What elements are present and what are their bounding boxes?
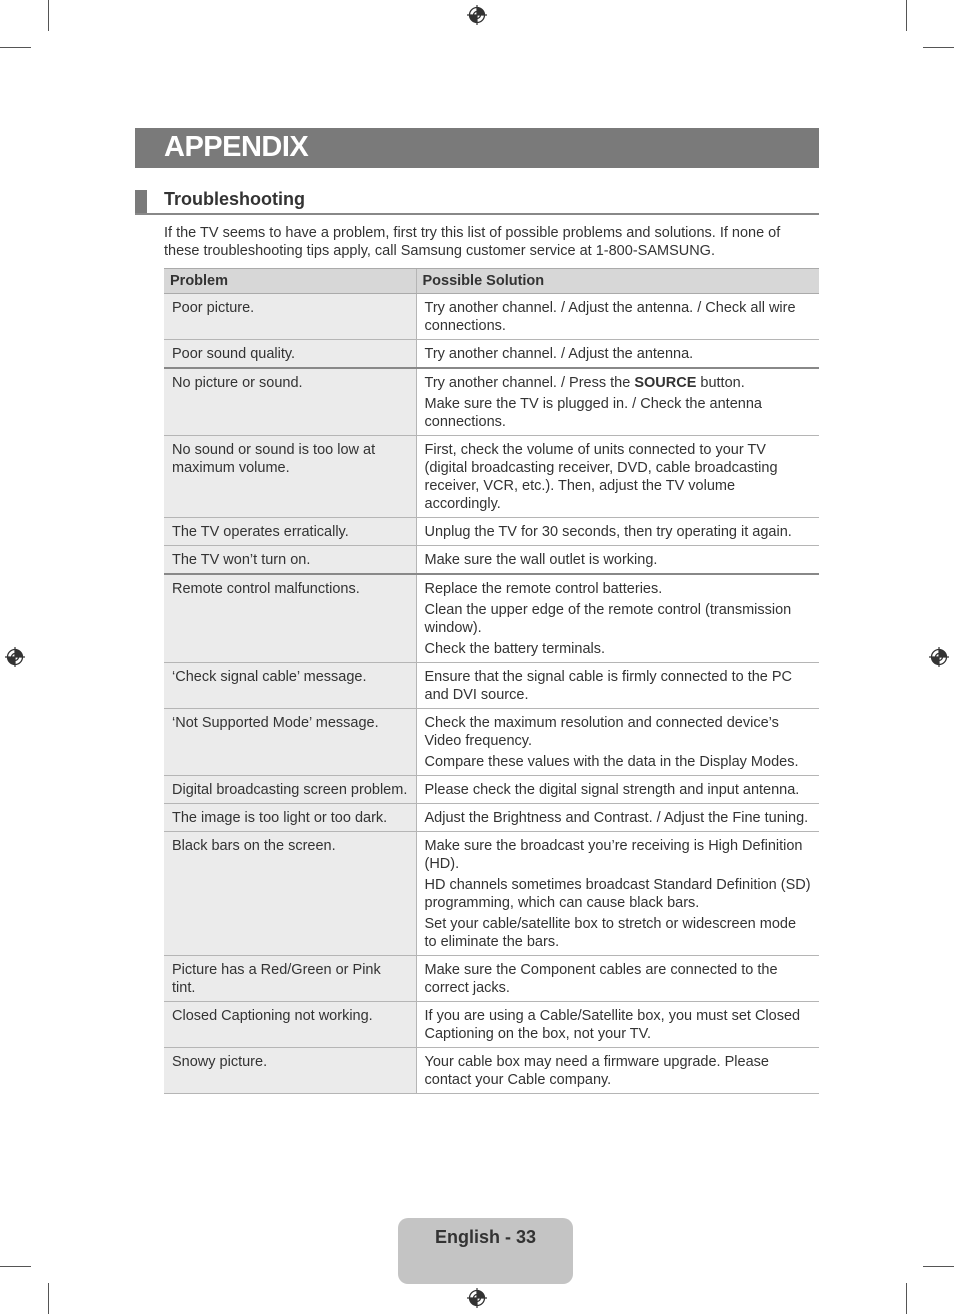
problem-cell: ‘Not Supported Mode’ message. [164,709,416,776]
troubleshooting-table [164,268,819,1094]
solution-line: Try another channel. / Adjust the antenna. / Check all wire connections. [424,300,796,334]
solution-line: Try another channel. / Press the SOURCE button. [424,375,745,391]
problem-cell: Closed Captioning not working. [164,1002,416,1048]
table-row [164,709,819,776]
table-row [164,804,819,832]
solution-cell [416,294,819,340]
problem-cell: No sound or sound is too low at maximum volume. [164,436,416,518]
solution-cell [416,804,819,832]
problem-cell: ‘Check signal cable’ message. [164,663,416,709]
problem-cell: Black bars on the screen. [164,832,416,956]
solution-cell [416,340,819,369]
table-row [164,546,819,575]
table-row [164,1048,819,1094]
solution-line: Compare these values with the data in the Display Modes. [424,754,799,770]
solution-line: Make sure the wall outlet is working. [424,552,658,568]
table-header-row [164,269,819,294]
problem-cell: No picture or sound. [164,368,416,436]
solution-line: Ensure that the signal cable is firmly connected to the PC and DVI source. [424,669,793,703]
problem-cell: Snowy picture. [164,1048,416,1094]
solution-line: Make sure the Component cables are connected to the correct jacks. [424,962,778,996]
section-title: Troubleshooting [164,189,305,209]
solution-line: Please check the digital signal strength and input antenna. [424,782,800,798]
solution-line: Check the battery terminals. [424,641,606,657]
solution-cell [416,368,819,436]
solution-cell [416,832,819,956]
table-row [164,1002,819,1048]
section-divider [135,213,819,215]
column-header-problem: Problem [164,269,416,294]
solution-cell [416,574,819,663]
crop-mark [48,0,49,31]
crop-mark [923,1266,954,1267]
registration-mark-icon [929,647,949,667]
solution-line: Unplug the TV for 30 seconds, then try operating it again. [424,524,792,540]
table-row [164,574,819,663]
solution-line: Your cable box may need a firmware upgrade. Please contact your Cable company. [424,1054,769,1088]
solution-line: Replace the remote control batteries. [424,581,663,597]
solution-line: Clean the upper edge of the remote control (transmission window). [424,602,792,636]
appendix-banner [135,128,819,168]
page-number-tab [398,1218,573,1284]
registration-mark-icon [5,647,25,667]
problem-cell: The TV operates erratically. [164,518,416,546]
problem-cell: Remote control malfunctions. [164,574,416,663]
solution-line: First, check the volume of units connected to your TV (digital broadcasting receiver, DVD, cable broadcasting receiver, VCR, etc.). Then, adjust the TV volume accordingly. [424,442,778,512]
solution-cell [416,956,819,1002]
intro-paragraph: If the TV seems to have a problem, first try this list of possible problems and solutions. If none of these troubleshooting tips apply, call Samsung customer service at 1-800-SAMSUNG. [164,225,781,259]
solution-line: Try another channel. / Adjust the antenna. [424,346,694,362]
column-header-solution: Possible Solution [416,269,819,294]
crop-mark [48,1283,49,1314]
table-row [164,368,819,436]
solution-line: If you are using a Cable/Satellite box, you must set Closed Captioning on the box, not your TV. [424,1008,801,1042]
section-marker [135,190,147,213]
solution-line: Make sure the TV is plugged in. / Check the antenna connections. [424,396,762,430]
solution-line: Adjust the Brightness and Contrast. / Adjust the Fine tuning. [424,810,809,826]
table-row [164,832,819,956]
page-number: English - 33 [434,1227,537,1247]
problem-cell: Poor picture. [164,294,416,340]
crop-mark [0,47,31,48]
table-row [164,776,819,804]
solution-line: Set your cable/satellite box to stretch or widescreen mode to eliminate the bars. [424,916,797,950]
solution-line: Check the maximum resolution and connected device’s Video frequency. [424,715,779,749]
solution-cell [416,776,819,804]
solution-cell [416,1048,819,1094]
solution-cell [416,436,819,518]
table-row [164,436,819,518]
crop-mark [0,1266,31,1267]
solution-line: Make sure the broadcast you’re receiving is High Definition (HD). [424,838,803,872]
problem-cell: Picture has a Red/Green or Pink tint. [164,956,416,1002]
solution-cell [416,518,819,546]
problem-cell: The image is too light or too dark. [164,804,416,832]
registration-mark-icon [467,5,487,25]
solution-cell [416,1002,819,1048]
problem-cell: Digital broadcasting screen problem. [164,776,416,804]
problem-cell: Poor sound quality. [164,340,416,369]
table-row [164,340,819,369]
registration-mark-icon [467,1288,487,1308]
crop-mark [923,47,954,48]
table-body [164,294,819,1094]
solution-cell [416,709,819,776]
table-row [164,956,819,1002]
solution-line: HD channels sometimes broadcast Standard Definition (SD) programming, which can cause black bars. [424,877,811,911]
solution-cell [416,546,819,575]
solution-cell [416,663,819,709]
problem-cell: The TV won’t turn on. [164,546,416,575]
crop-mark [906,0,907,31]
table-row [164,518,819,546]
table-row [164,663,819,709]
crop-mark [906,1283,907,1314]
table-row [164,294,819,340]
page-title: APPENDIX [164,131,309,163]
